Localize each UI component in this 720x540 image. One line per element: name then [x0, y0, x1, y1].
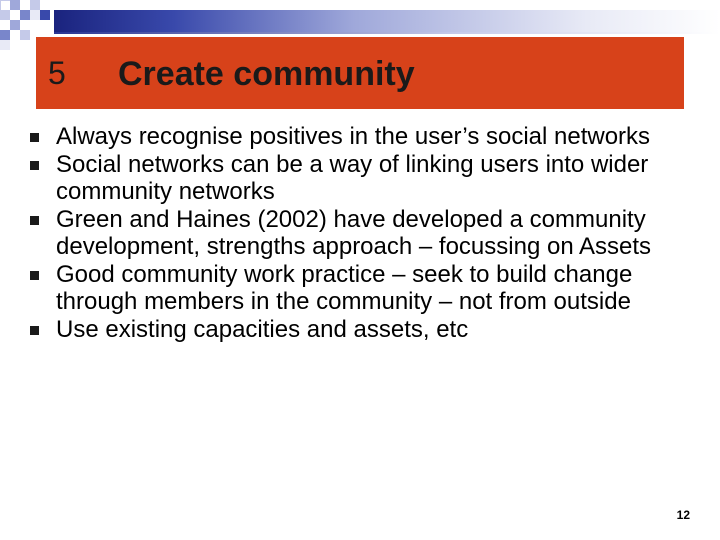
slide-section-number: 5	[48, 55, 66, 91]
bullet-item	[28, 151, 688, 206]
bullet-item	[28, 316, 688, 344]
square-bullet-icon	[30, 271, 39, 280]
header-rule	[54, 32, 720, 34]
square-bullet-icon	[30, 133, 39, 142]
page-number: 12	[676, 508, 690, 522]
bullet-item	[28, 261, 688, 316]
header-gradient-bar	[54, 10, 720, 32]
square-bullet-icon	[30, 161, 39, 170]
bullet-list	[28, 123, 688, 343]
bullet-text: Green and Haines (2002) have developed a community development, strengths approach – focussing on Assets	[56, 205, 652, 260]
bullet-text: Use existing capacities and assets, etc	[56, 315, 469, 343]
square-bullet-icon	[30, 326, 39, 335]
square-bullet-icon	[30, 216, 39, 225]
bullet-item	[28, 123, 688, 151]
bullet-text: Good community work practice – seek to build change through members in the community – not from outside	[56, 260, 633, 315]
slide-title: Create community	[118, 55, 415, 93]
bullet-item	[28, 206, 688, 261]
bullet-text: Social networks can be a way of linking users into wider community networks	[56, 150, 649, 205]
bullet-text: Always recognise positives in the user’s social networks	[56, 123, 651, 150]
title-banner	[36, 37, 684, 109]
